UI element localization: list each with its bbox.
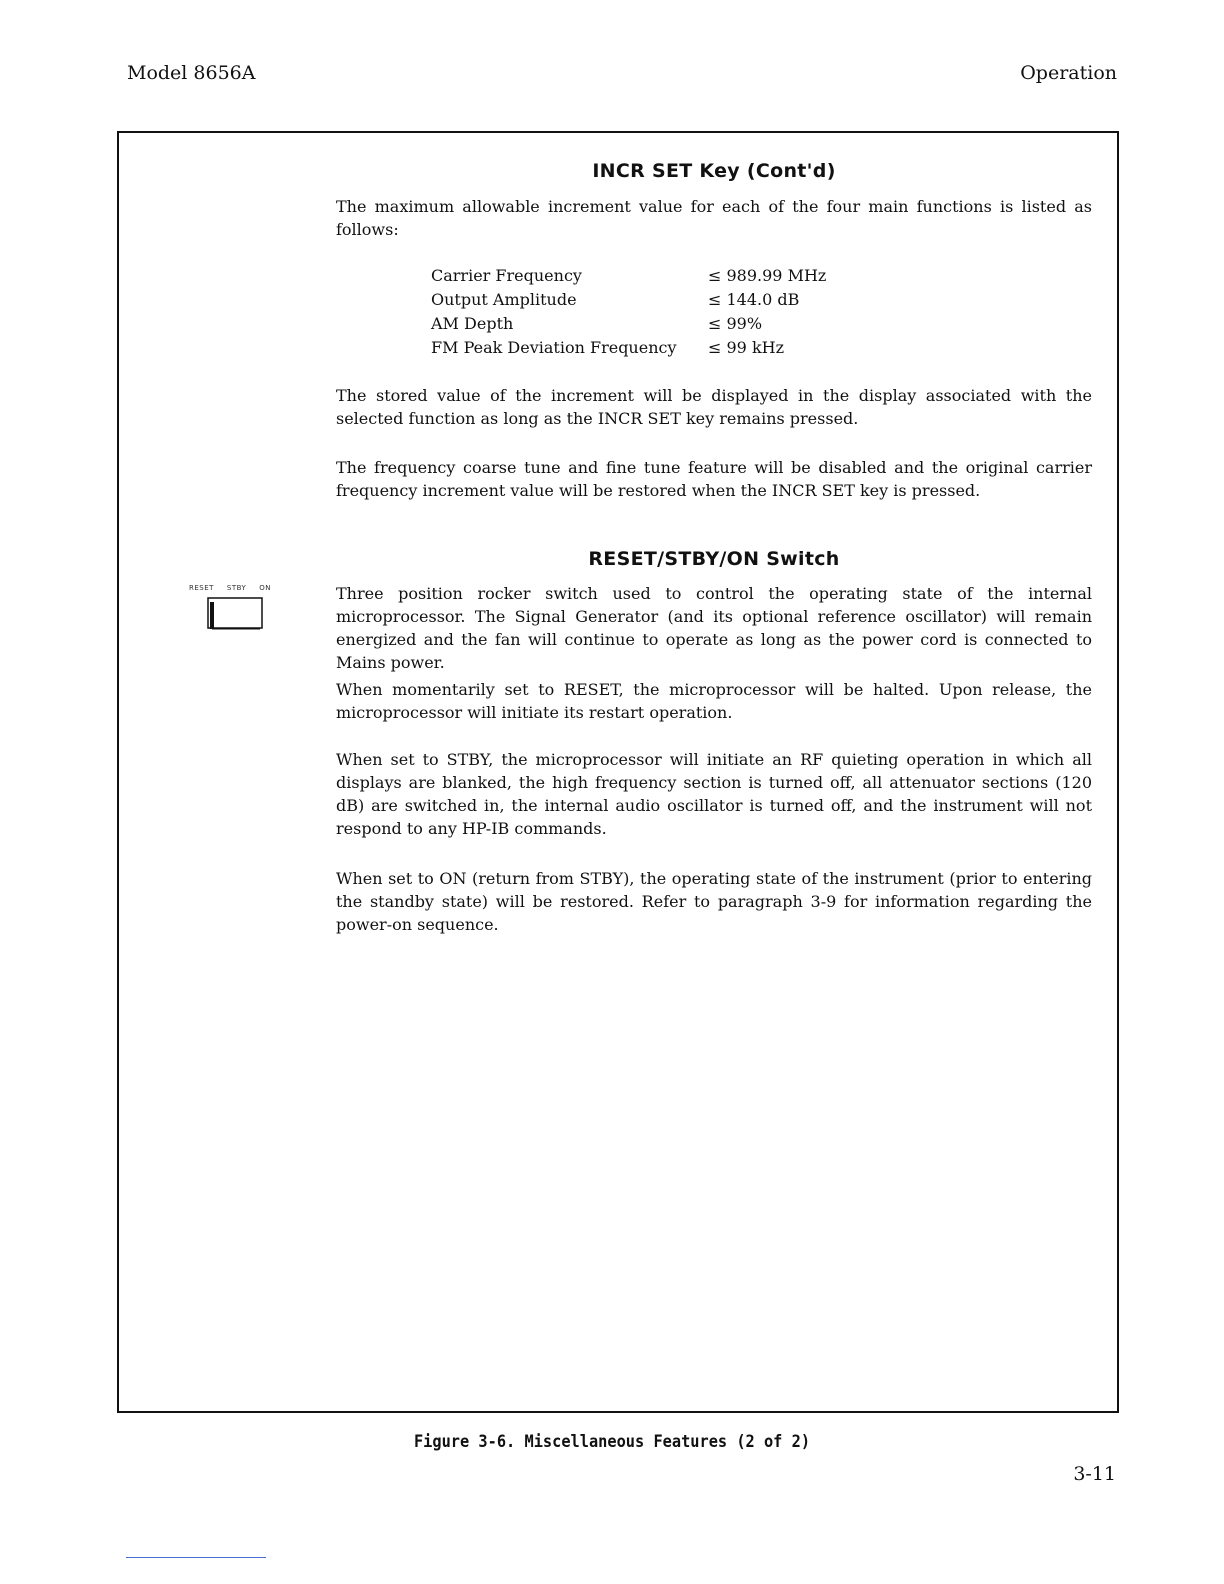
rocker-switch-icon <box>204 596 266 632</box>
spec-row <box>431 264 826 288</box>
spec-value: ≤ 989.99 MHz <box>708 266 827 285</box>
spec-value: ≤ 99% <box>708 314 763 333</box>
page-number: 3-11 <box>1073 1463 1116 1485</box>
spec-name: AM Depth <box>431 314 514 333</box>
switch-label-stby: STBY <box>226 584 247 592</box>
spec-row <box>431 288 826 312</box>
increment-limits-table <box>431 264 826 360</box>
stby-paragraph: When set to STBY, the microprocessor will initiate an RF quieting operation in which all displays are blanked, the high frequency section is turned off, all attenuator sections (120 dB) are switched in, the internal audio oscillator is turned off, and the instrument will not respond to any HP-IB commands. <box>336 750 1092 838</box>
incr-set-heading: INCR SET Key (Cont'd) <box>592 160 836 182</box>
header-section: Operation <box>1020 62 1117 84</box>
header-model: Model 8656A <box>127 62 256 84</box>
reset-stby-on-heading: RESET/STBY/ON Switch <box>588 548 840 570</box>
spec-name: Carrier Frequency <box>431 266 582 285</box>
on-paragraph: When set to ON (return from STBY), the operating state of the instrument (prior to entering the standby state) will be restored. Refer to paragraph 3-9 for information regarding the power-on sequence. <box>336 869 1092 934</box>
incr-set-display-paragraph: The stored value of the increment will be displayed in the display associated with the selected function as long as the INCR SET key remains pressed. <box>336 386 1092 428</box>
footer-rule <box>126 1557 266 1558</box>
switch-label-on: ON <box>259 584 271 592</box>
spec-name: Output Amplitude <box>431 290 577 309</box>
spec-row <box>431 312 826 336</box>
figure-caption: Figure 3-6. Miscellaneous Features (2 of 2) <box>413 1432 811 1452</box>
incr-set-intro: The maximum allowable increment value for each of the four main functions is listed as follows: <box>336 197 1092 239</box>
switch-label-reset: RESET <box>189 584 214 592</box>
incr-set-tune-paragraph: The frequency coarse tune and fine tune feature will be disabled and the original carrier frequency increment value will be restored when the INCR SET key is pressed. <box>336 458 1092 500</box>
spec-value: ≤ 144.0 dB <box>708 290 800 309</box>
switch-description-paragraph: Three position rocker switch used to control the operating state of the internal microprocessor. The Signal Generator (and its optional reference oscillator) will remain energized and the fan will continue to operate as long as the power cord is connected to Mains power. <box>336 584 1092 672</box>
spec-row <box>431 336 826 360</box>
spec-name: FM Peak Deviation Frequency <box>431 338 677 357</box>
reset-paragraph: When momentarily set to RESET, the microprocessor will be halted. Upon release, the microprocessor will initiate its restart operation. <box>336 680 1092 722</box>
switch-position-labels <box>189 584 271 592</box>
spec-value: ≤ 99 kHz <box>708 338 785 357</box>
